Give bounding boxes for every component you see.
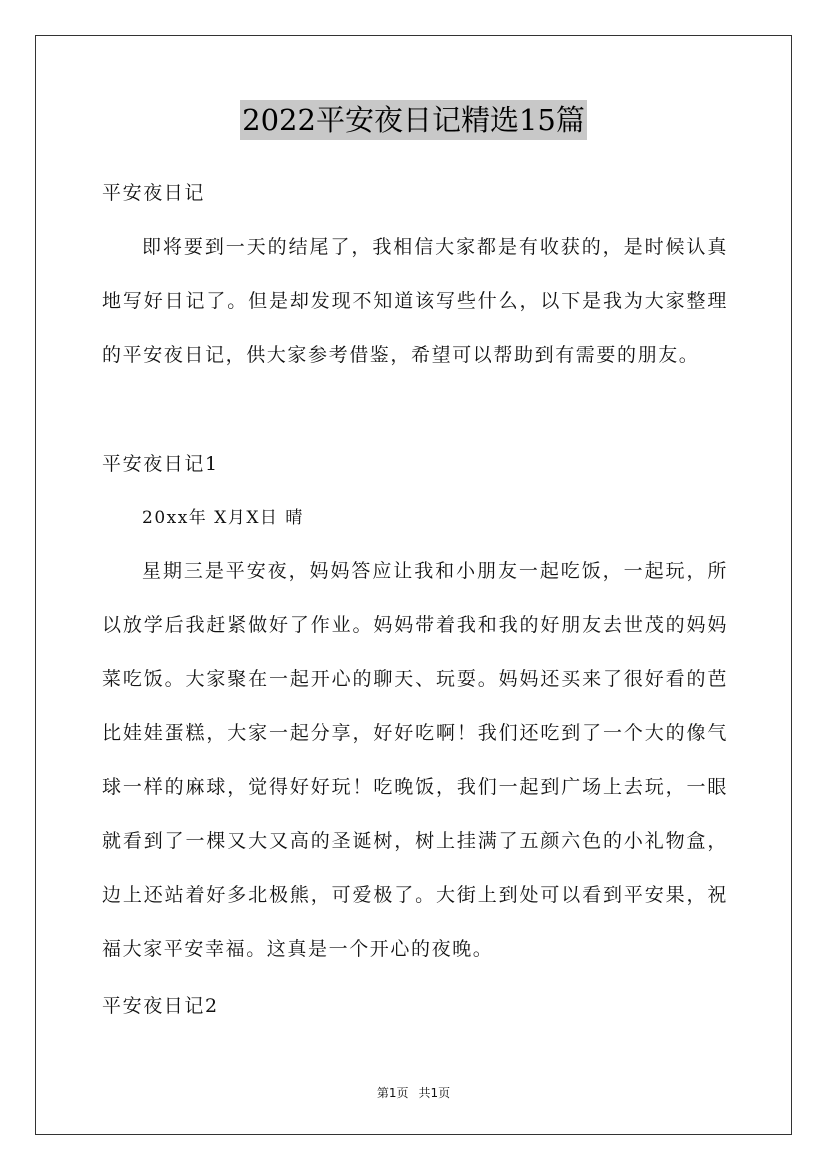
title-container [0, 100, 827, 140]
entry1-date: 20xx年 X月X日 晴 [142, 508, 304, 528]
document-title: 2022平安夜日记精选15篇 [240, 100, 587, 140]
entry1-paragraph-block [102, 544, 728, 976]
page-number: 第1页 [376, 1086, 409, 1100]
intro-paragraph: 即将要到一天的结尾了，我相信大家都是有收获的，是时候认真地写好日记了。但是却发现不知道该写些什么，以下是我为大家整理的平安夜日记，供大家参考借鉴，希望可以帮助到有需要的朋友。 [102, 236, 728, 366]
entry1-paragraph: 星期三是平安夜，妈妈答应让我和小朋友一起吃饭，一起玩，所以放学后我赶紧做好了作业。妈妈带着我和我的好朋友去世茂的妈妈菜吃饭。大家聚在一起开心的聊天、玩耍。妈妈还买来了很好看的芭比娃娃蛋糕，大家一起分享，好好吃啊！我们还吃到了一个大的像气球一样的麻球，觉得好好玩！吃晚饭，我们一起到广场上去玩，一眼就看到了一棵又大又高的圣诞树，树上挂满了五颜六色的小礼物盒，边上还站着好多北极熊，可爱极了。大街上到处可以看到平安果，祝福大家平安幸福。这真是一个开心的夜晚。 [102, 560, 728, 960]
entry2-heading: 平安夜日记2 [102, 995, 219, 1017]
intro-paragraph-block [102, 220, 728, 382]
page-total: 共1页 [418, 1086, 451, 1100]
intro-heading: 平安夜日记 [102, 182, 206, 204]
entry1-heading: 平安夜日记1 [102, 453, 219, 475]
page-footer [0, 1084, 827, 1101]
